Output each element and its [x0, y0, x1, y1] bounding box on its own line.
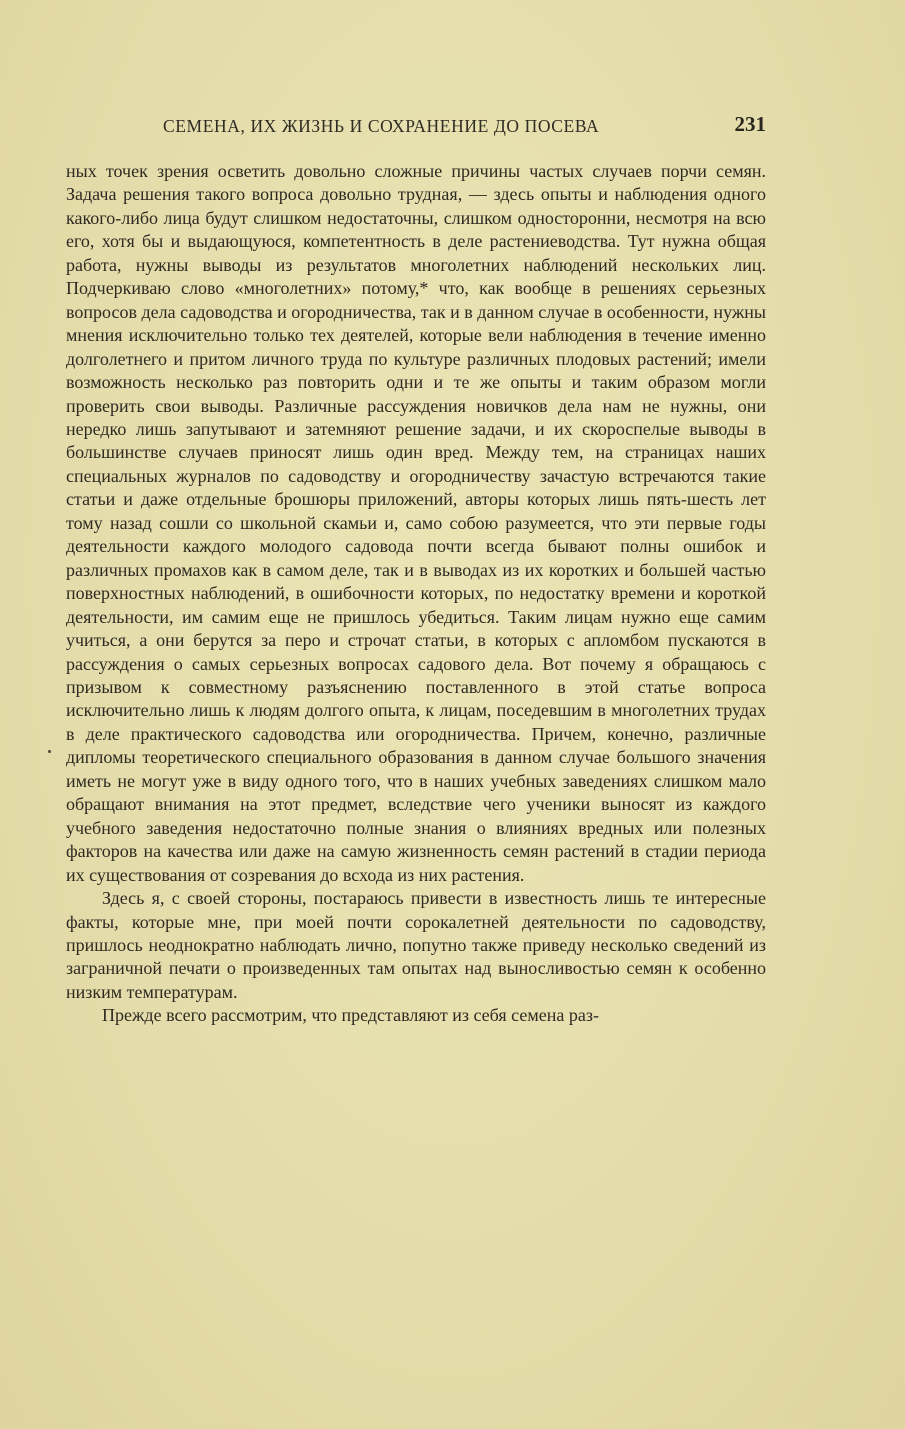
body-text	[66, 160, 766, 1028]
paragraph-2: Здесь я, с своей стороны, постараюсь привести в известность лишь те интересные факты, которые мне, при моей почти сорокалетней деятельности по садоводству, пришлось неоднократно наблюдать лично, попутно также приведу несколько сведений из заграничной печати о произведенных там опытах над выносливостью семян к особенно низким температурам.	[66, 888, 766, 1002]
page-header	[66, 112, 766, 140]
margin-speck	[48, 750, 51, 753]
paragraph-1: ных точек зрения осветить довольно сложные причины частых случаев порчи семян. Задача решения такого вопроса довольно трудная, — здесь опыты и наблюдения одного какого-либо лица будут слишком недостаточны, слишком односторонни, несмотря на всю его, хотя бы и выдающуюся, компетентность в деле растениеводства. Тут нужна общая работа, нужны выводы из результатов многолетних наблюдений нескольких лиц. Подчеркиваю слово «многолетних» потому,* что, как вообще в решениях серьезных вопросов дела садоводства и огородничества, так и в данном случае в особенности, нужны мнения исключительно только тех деятелей, которые вели наблюдения в течение именно долголетнего и притом личного труда по культуре различных плодовых растений; имели возможность несколько раз повторить одни и те же опыты и таким образом могли проверить свои выводы. Различные рассуждения новичков дела нам не нужны, они нередко лишь запутывают и затемняют решение задачи, и их скороспелые выводы в большинстве случаев приносят лишь один вред. Между тем, на страницах наших специальных журналов по садоводству и огородничеству зачастую встречаются такие статьи и даже отдельные брошюры приложений, авторы которых лишь пять-шесть лет тому назад сошли со школьной скамьи и, само собою разумеется, что эти первые годы деятельности каждого молодого садовода почти всегда бывают полны ошибок и различных промахов как в самом деле, так и в выводах из их коротких и большей частью поверхностных наблюдений, в ошибочности которых, по недостатку времени и короткой деятельности, им самим еще не пришлось убедиться. Таким лицам нужно еще самим учиться, а они берутся за перо и строчат статьи, в которых с апломбом пускаются в рассуждения о самых серьезных вопросах садового дела. Вот почему я обращаюсь с призывом к совместному разъяснению поставленного в этой статье вопроса исключительно лишь к людям долгого опыта, к лицам, поседевшим в многолетних трудах в деле практического садоводства или огородничества. Причем, конечно, различные дипломы теоретического специального образования в данном случае большого значения иметь не могут уже в виду одного того, что в наших учебных заведениях слишком мало обращают внимания на этот предмет, вследствие чего ученики выносят из каждого учебного заведения недостаточно полные знания о влияниях вредных или полезных факторов на качества или даже на самую жизненность семян растений в стадии периода их существования от созревания до всхода из них растения.	[66, 161, 766, 885]
running-title: СЕМЕНА, ИХ ЖИЗНЬ И СОХРАНЕНИЕ ДО ПОСЕВА	[163, 116, 600, 136]
page-number: 231	[734, 112, 766, 136]
paragraph-3: Прежде всего рассмотрим, что представляют из себя семена раз-	[102, 1005, 599, 1026]
